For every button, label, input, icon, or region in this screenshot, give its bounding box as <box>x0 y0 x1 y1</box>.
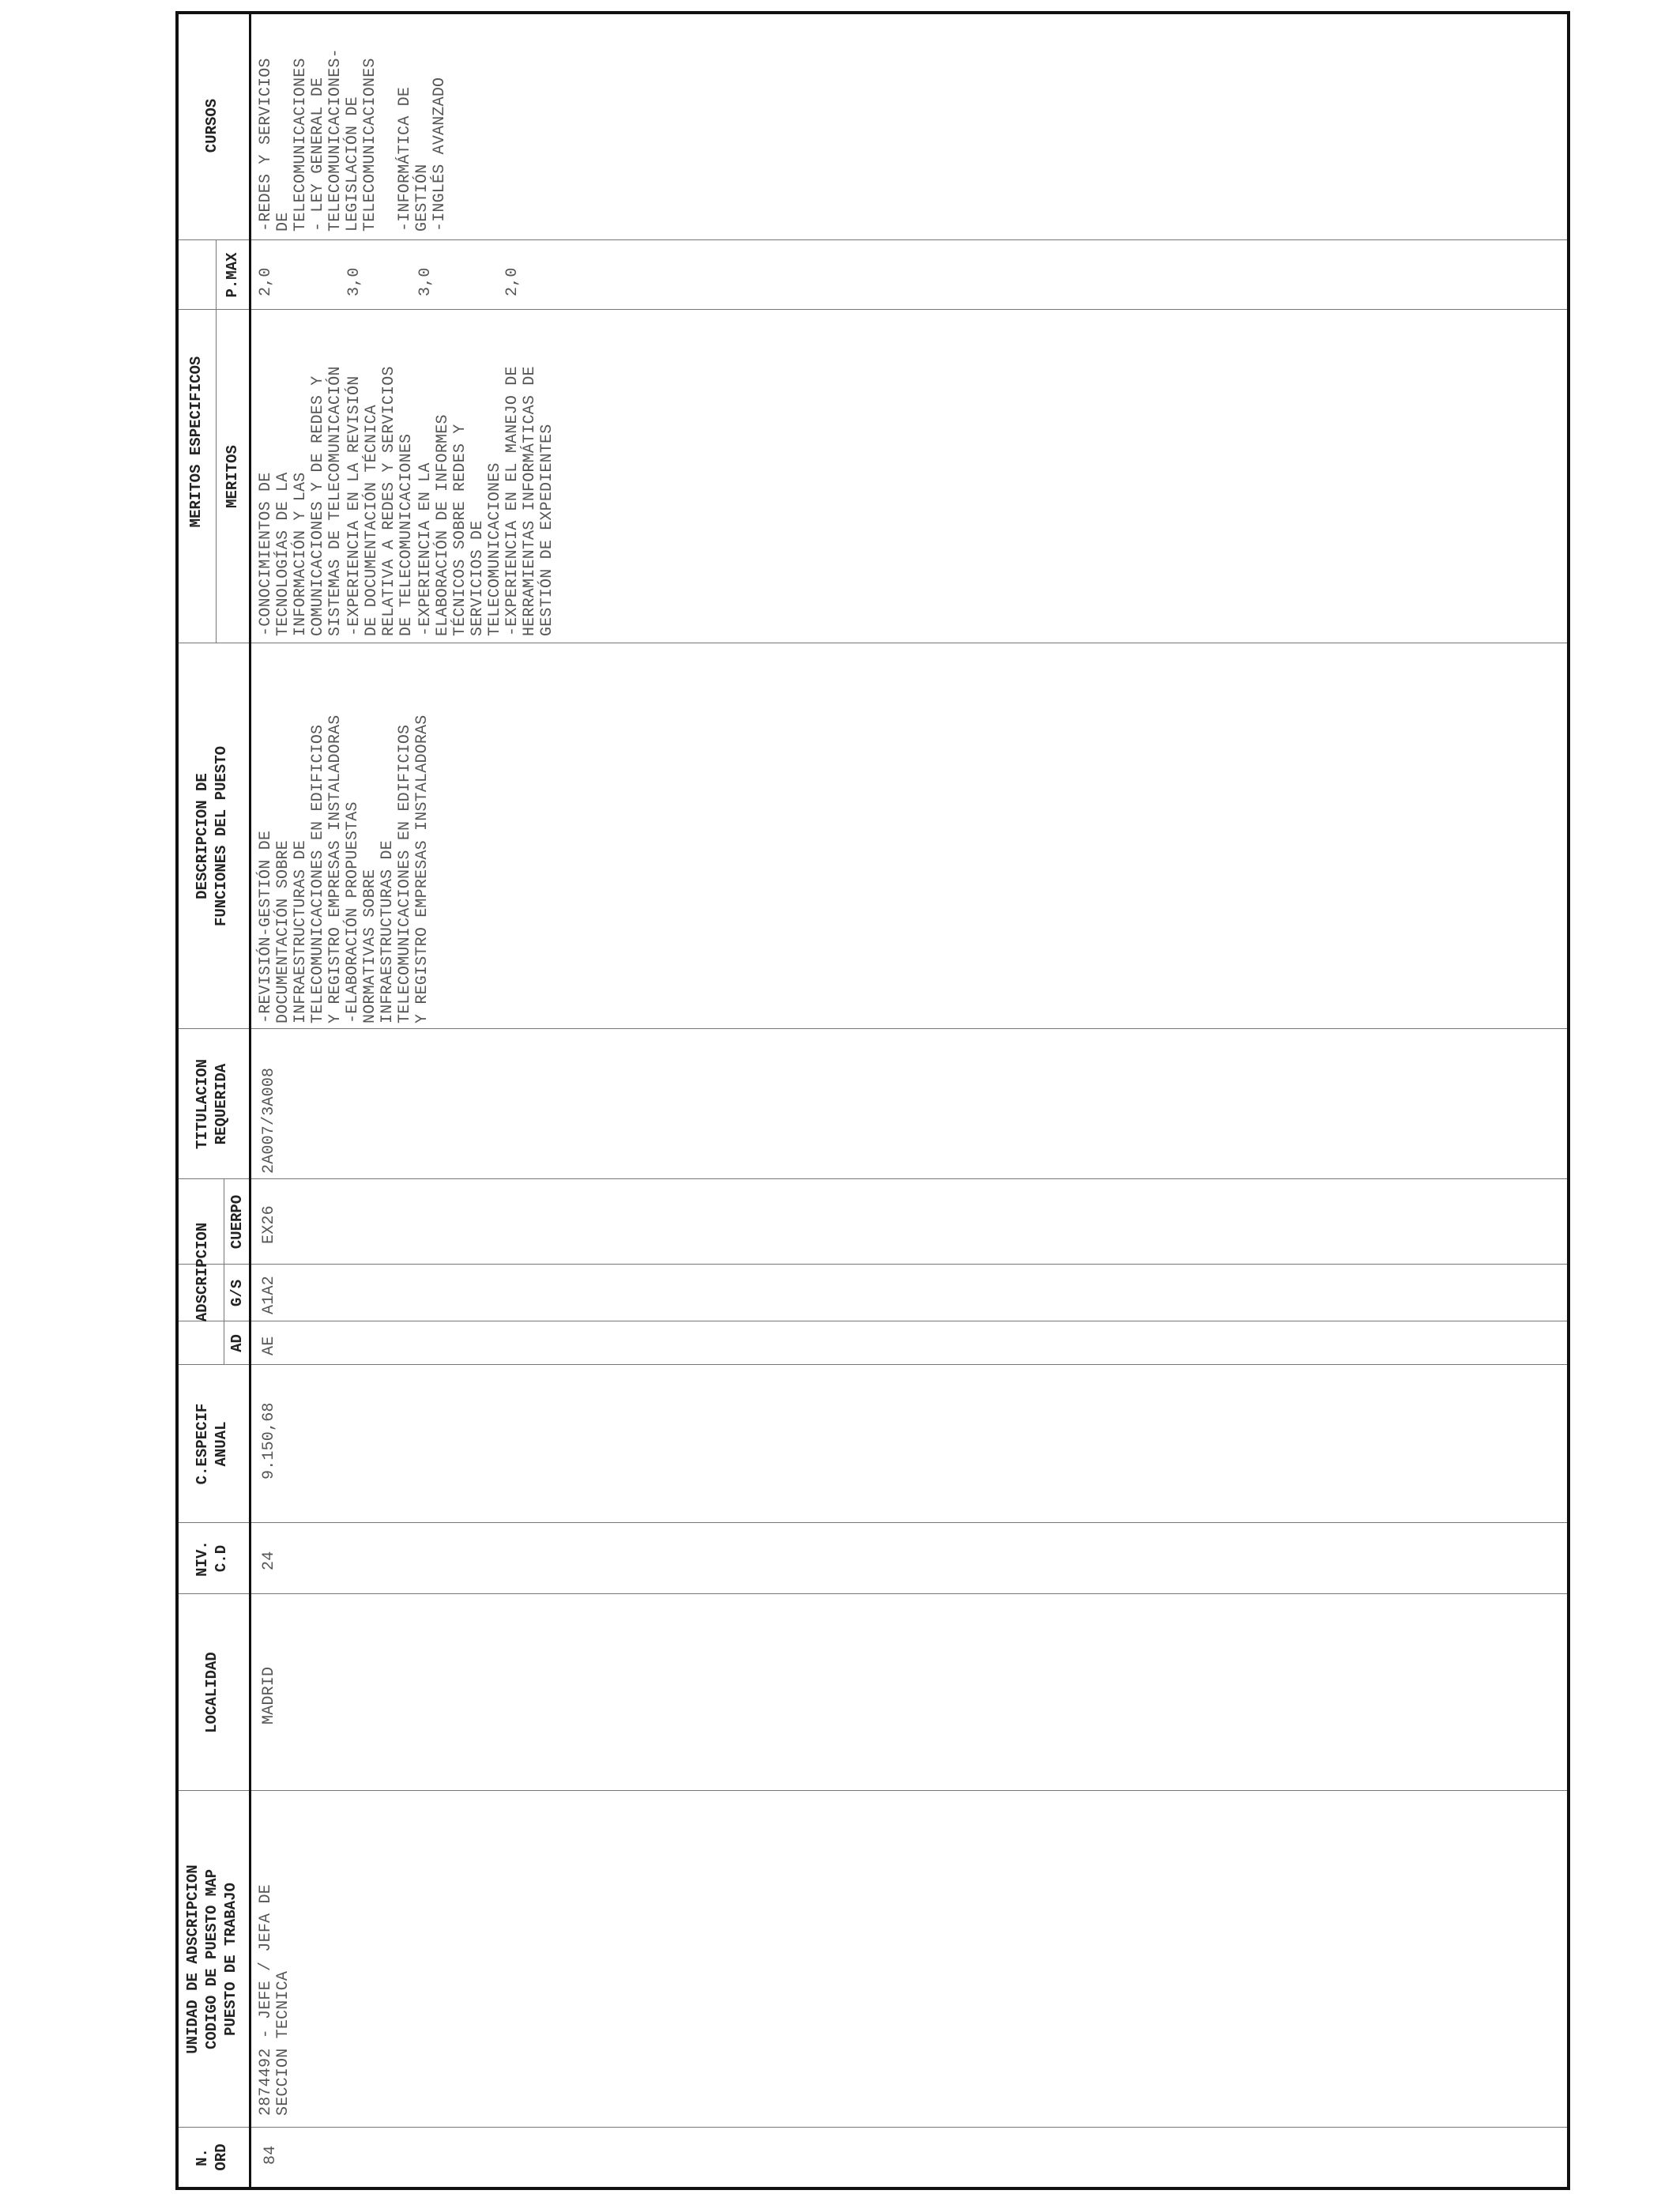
col-sep <box>179 2127 1567 2128</box>
header-ad: AD <box>228 1334 246 1352</box>
merito-item: -EXPERIENCIA EN LA REVISIÓN DE DOCUMENTACIÓN TÉCNICA RELATIVA A REDES Y SERVICIOS DE TELECOMUNICACIONES <box>345 366 416 636</box>
cell-n-ord: 84 <box>262 2145 280 2165</box>
cell-localidad: MADRID <box>260 1666 278 1725</box>
merito-item: -EXPERIENCIA EN LA ELABORACIÓN DE INFORMES TÉCNICOS SOBRE REDES Y SERVICIOS DE TELECOMUNICACIONES <box>416 414 504 636</box>
header-meritos-especificos: MERITOS ESPECIFICOS <box>187 356 205 528</box>
cell-gs: A1A2 <box>260 1276 278 1314</box>
cell-c-especif: 9.150,68 <box>260 1402 278 1480</box>
header-meritos: MERITOS <box>224 445 241 508</box>
col-sep <box>179 1264 1567 1265</box>
merito-item: -EXPERIENCIA EN EL MANEJO DE HERRAMIENTAS INFORMÁTICAS DE GESTIÓN DE EXPEDIENTES <box>503 366 556 636</box>
merito-p-max: 3,0 <box>345 267 363 296</box>
header-cursos: CURSOS <box>203 98 220 153</box>
col-sep <box>179 1028 1567 1029</box>
cell-descripcion: -REVISIÓN-GESTIÓN DE DOCUMENTACIÓN SOBRE INFRAESTRUCTURAS DE TELECOMUNICACIONES EN EDIFICIOS Y REGISTRO EMPRESAS INSTALADORAS -ELABORACIÓN PROPUESTAS NORMATIVAS SOBRE INFRAESTRUCTURAS DE TELECOMUNICACIONES EN EDIFICIOS Y REGISTRO EMPRESAS INSTALADORAS <box>257 714 431 1023</box>
col-sep <box>179 239 1567 240</box>
cell-cursos: -REDES Y SERVICIOS DE TELECOMUNICACIONES - LEY GENERAL DE TELECOMUNICACIONES- LEGISLACIÓN DE TELECOMUNICACIONES -INFORMÁTICA DE GESTIÓN -INGLÉS AVANZADO <box>257 48 449 232</box>
col-sep <box>179 1364 1567 1365</box>
merito-item: -CONOCIMIENTOS DE TECNOLOGÍAS DE LA INFORMACIÓN Y LAS COMUNICACIONES Y DE REDES Y SISTEMAS DE TELECOMUNICACIÓN <box>257 366 345 636</box>
cell-ad: AE <box>260 1336 278 1355</box>
header-localidad: LOCALIDAD <box>203 1652 220 1733</box>
col-sep <box>179 1593 1567 1594</box>
cell-puesto: 2874492 - JEFE / JEFA DE SECCION TECNICA <box>257 1884 292 2116</box>
header-titulacion: TITULACION REQUERIDA <box>194 1058 230 1150</box>
merito-p-max: 2,0 <box>257 267 275 296</box>
table-frame <box>175 11 1570 2190</box>
col-sep <box>179 309 1567 310</box>
header-adscripcion: ADSCRIPCION <box>194 1222 211 1322</box>
col-sep <box>179 1522 1567 1523</box>
cell-nivel: 24 <box>260 1551 278 1570</box>
merito-p-max: 2,0 <box>503 267 522 296</box>
header-descripcion: DESCRIPCION DE FUNCIONES DEL PUESTO <box>194 745 230 927</box>
header-gs: G/S <box>228 1279 246 1307</box>
header-nivel: NIV. C.D <box>194 1540 230 1577</box>
header-separator <box>249 14 251 2187</box>
cell-cuerpo: EX26 <box>260 1205 278 1244</box>
cell-titulacion: 2A007/3A008 <box>260 1067 278 1174</box>
merito-p-max: 3,0 <box>416 267 435 296</box>
header-c-especif: C.ESPECIF ANUAL <box>194 1403 230 1485</box>
header-p-max: P.MAX <box>224 252 241 298</box>
col-sep <box>179 1178 1567 1179</box>
header-n-ord: N. ORD <box>194 2143 230 2171</box>
col-sep <box>179 1790 1567 1791</box>
header-unidad: UNIDAD DE ADSCRIPCION CODIGO DE PUESTO MAP PUESTO DE TRABAJO <box>184 1864 239 2054</box>
header-cuerpo: CUERPO <box>228 1194 246 1250</box>
subheader-sep <box>216 240 217 643</box>
